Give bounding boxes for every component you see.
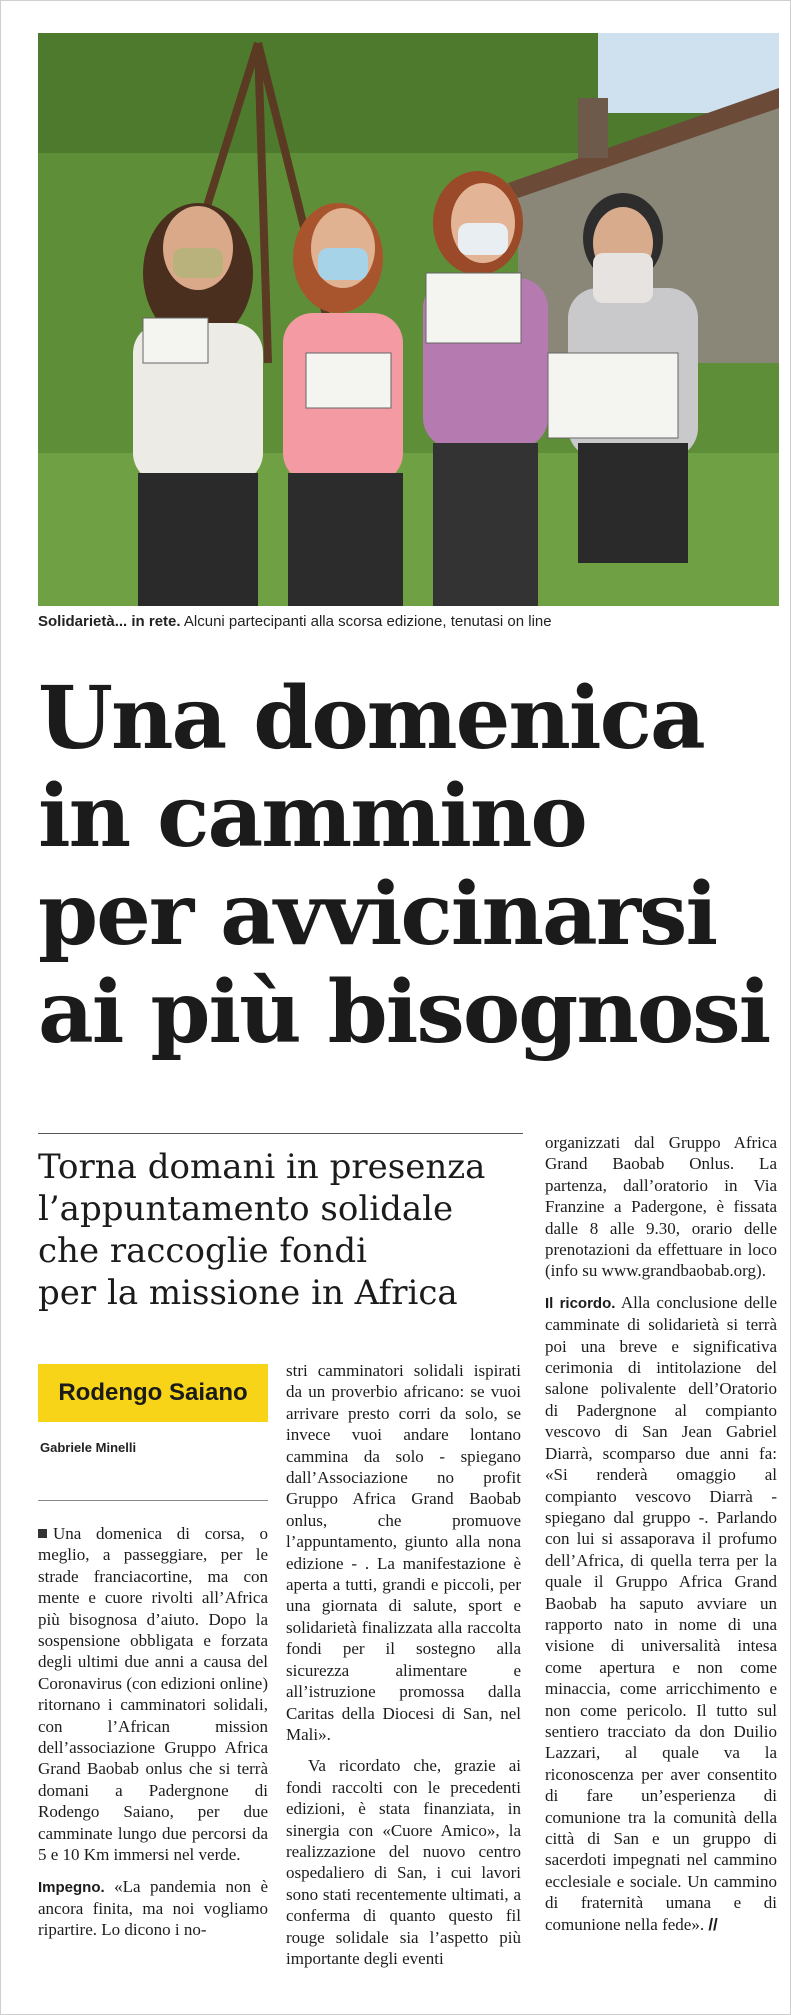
column-divider: [38, 1500, 268, 1501]
paragraph: [545, 1292, 777, 1935]
paragraph-text: Una domenica di corsa, o meglio, a passeggiare, per le strade franciacortine, ma con mente e cuore rivolti all’Africa più bisognosa d’aiuto. Dopo la sospensione obbligata e forzata degli ultimi due anni a causa del Coronavirus (con edizioni online) ritornano i camminatori solidali, con l’African mission dell’associazione Gruppo Africa Grand Baobab onlus che si terrà domani a Padergnone di Rodengo Saiano, per due camminate lungo due percorsi da 5 e 10 Km immersi nel verde.: [38, 1524, 268, 1865]
headline-line-4: ai più bisognosi: [38, 962, 770, 1063]
author-byline: Gabriele Minelli: [40, 1440, 137, 1455]
article-column-2: [286, 1360, 521, 1969]
headline-line-3: per avvicinarsi: [38, 864, 717, 965]
article-column-1: [38, 1523, 268, 1941]
headline-line-1: Una domenica: [38, 668, 704, 769]
paragraph-text: «La pandemia non è ancora finita, ma noi vogliamo ripartire. Lo dicono i no-: [38, 1876, 268, 1940]
paragraph-text: Alla conclusione delle camminate di solidarietà si terrà poi una breve e significativa cerimonia di intitolazione del salone polivalente dell’Oratorio di Padergnone al compianto vescovo di San Jean Gabriel Diarrà, scomparso due anni fa: «Si renderà omaggio al compianto vescovo Diarrà - spiegano dal gruppo -. Parlando con lui si assaporava il profumo dell’Africa, di quella terra per la quale il Gruppo Africa Grand Baobab ha saputo avviare un rapporto nato in nome di una visione di universalità intesa come apertura e non come minaccia, come arricchimento e non come pericolo. Il tutto sul sentiero tracciato da don Duilio Lazzari, al quale va la riconoscenza per aver consentito di fare un’esperienza di comunione tra la comunità della città di San e un gruppo di sacerdoti impegnati nel cammino ecclesiale e sociale. Un cammino di fraternità umana e di comunione nella fede».: [545, 1292, 777, 1934]
subhead-line-1: Torna domani in presenza: [38, 1147, 486, 1187]
group-photo-icon: [38, 33, 779, 606]
paragraph: organizzati dal Gruppo Africa Grand Baobab Onlus. La partenza, dall’oratorio in Via Franzine a Padergone, è fissata dalle 8 alle 9.30, orario delle prenotazioni da effettuare in loco (info su www.grandbaobab.org).: [545, 1133, 777, 1281]
subheadline: [38, 1146, 528, 1314]
paragraph: stri camminatori solidali ispirati da un proverbio africano: se vuoi arrivare presto corri da solo, se invece vuoi andare lontano cammina da solo - spiegano dall’Associazione no profit Gruppo Africa Grand Baobab onlus, che promuove l’appuntamento, giunto alla nona edizione - . La manifestazione è aperta a tutti, grandi e piccoli, per una giornata di salute, sport e solidarietà finalizzata alla raccolta fondi per il sostegno alla sicurezza alimentare e all’istruzione promossa dalla Caritas della Diocesi di San, nel Mali».: [286, 1361, 521, 1744]
photo-caption: [38, 612, 779, 632]
subhead-line-2: l’appuntamento solidale: [38, 1189, 454, 1229]
paragraph-lead: Impegno.: [38, 1878, 105, 1896]
caption-lead: Solidarietà... in rete.: [38, 613, 181, 630]
paragraph-lead: Il ricordo.: [545, 1294, 616, 1312]
headline-line-2: in cammino: [38, 766, 586, 867]
location-badge: Rodengo Saiano: [38, 1364, 268, 1422]
subhead-line-4: per la missione in Africa: [38, 1273, 458, 1313]
article-photo: [38, 33, 779, 606]
subhead-rule: [38, 1133, 523, 1134]
headline: [38, 670, 778, 1062]
paragraph: [38, 1876, 268, 1941]
end-mark: //: [708, 1914, 718, 1934]
article-column-3: [545, 1132, 777, 1935]
paragraph: [38, 1523, 268, 1866]
paragraph: Va ricordato che, grazie ai fondi raccolti con le precedenti edizioni, è stata finanziata, in sinergia con «Cuore Amico», la realizzazione del nuovo centro ospedaliero di San, i cui lavori sono stati recentemente ultimati, a conferma di quanto questo fil rouge solidale sia l’aspetto più importante degli eventi: [286, 1756, 521, 1968]
caption-text: Alcuni partecipanti alla scorsa edizione, tenutasi on line: [180, 613, 552, 630]
bullet-square-icon: [38, 1529, 47, 1538]
subhead-line-3: che raccoglie fondi: [38, 1231, 367, 1271]
